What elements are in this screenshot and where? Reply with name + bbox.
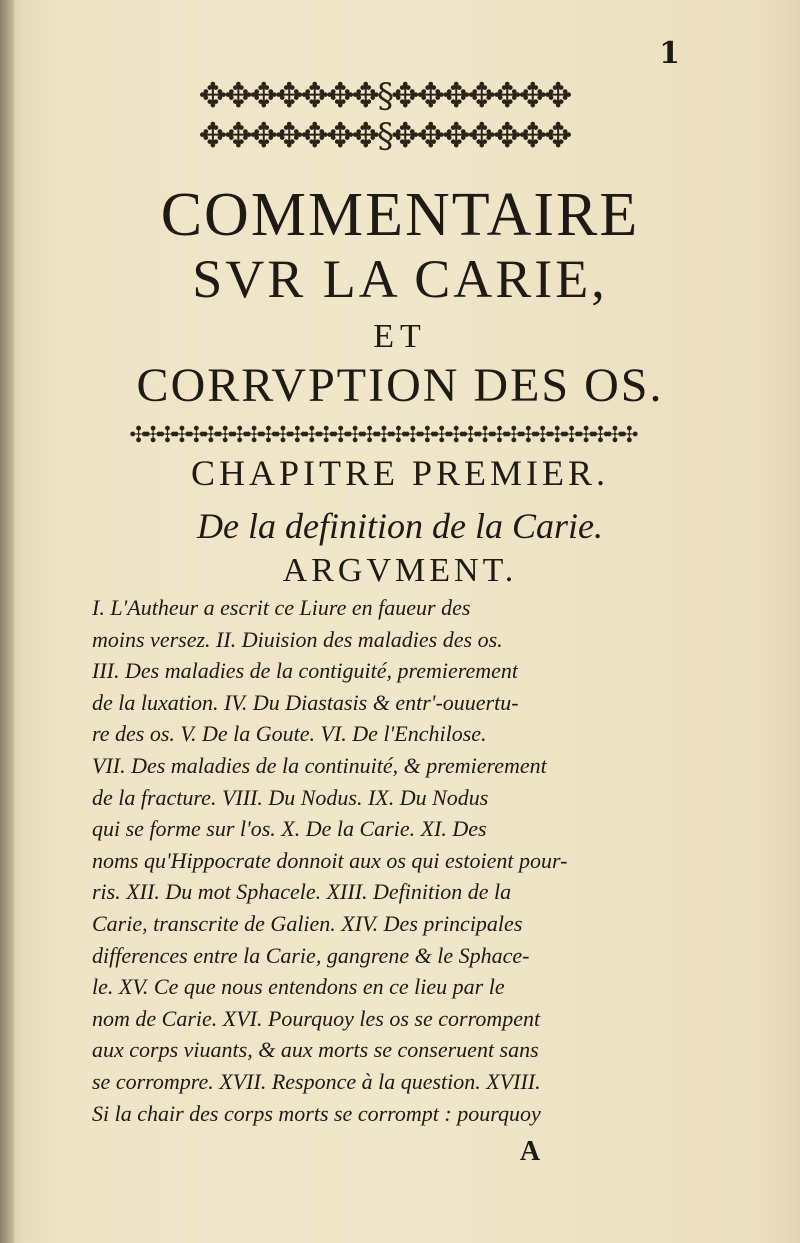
title-line-4: CORRVPTION DES OS. <box>136 359 664 412</box>
argument-line: differences entre la Carie, gangrene & le Sphace- <box>92 942 530 968</box>
signature-mark: A <box>519 1136 541 1167</box>
title-line-1: COMMENTAIRE <box>160 181 640 249</box>
argument-line: de la luxation. IV. Du Diastasis & entr'-ouuertu- <box>92 689 519 715</box>
chapter-subtitle: De la definition de la Carie. <box>197 506 603 546</box>
argument-line: Si la chair des corps morts se corrompt : pourquoy <box>92 1100 541 1126</box>
argument-heading: ARGVMENT. <box>282 552 518 589</box>
argument-line: de la fracture. VIII. Du Nodus. IX. Du Nodus <box>92 784 489 810</box>
ornament-band-top: ✥✥✥✥✥✥✥§✥✥✥✥✥✥✥ <box>198 78 570 114</box>
argument-line: VII. Des maladies de la continuité, & premierement <box>92 752 547 778</box>
page-number: 1 <box>659 36 680 71</box>
chapter-heading: CHAPITRE PREMIER. <box>190 453 610 493</box>
argument-line: se corrompre. XVII. Responce à la question. XVIII. <box>92 1068 541 1094</box>
title-line-2: SVR LA CARIE, <box>192 249 608 309</box>
argument-body <box>92 592 682 1129</box>
argument-line: I. L'Autheur a escrit ce Liure en faueur des <box>92 595 471 620</box>
ornament-band-second: ✥✥✥✥✥✥✥§✥✥✥✥✥✥✥ <box>198 118 570 154</box>
argument-line: qui se forme sur l'os. X. De la Carie. XI. Des <box>92 816 487 842</box>
argument-line: nom de Carie. XVI. Pourquoy les os se corrompent <box>92 1005 541 1031</box>
title-line-3: ET <box>373 318 427 355</box>
argument-line: III. Des maladies de la contiguité, premierement <box>92 658 519 684</box>
page-gutter-shadow <box>0 0 14 1243</box>
argument-line: aux corps viuants, & aux morts se conseruent sans <box>92 1037 539 1063</box>
argument-line: le. XV. Ce que nous entendons en ce lieu par le <box>92 974 505 1000</box>
argument-line: Carie, transcrite de Galien. XIV. Des principales <box>92 910 523 936</box>
argument-line: noms qu'Hippocrate donnoit aux os qui estoient pour- <box>92 847 568 873</box>
ornament-divider: ✣✣✣✣✣✣✣✣✣✣✣✣✣✣✣✣✣✣✣✣✣✣✣✣✣✣✣✣✣✣✣✣✣✣✣ <box>129 424 635 448</box>
argument-line: re des os. V. De la Goute. VI. De l'Enchilose. <box>92 721 487 747</box>
argument-line: moins versez. II. Diuision des maladies des os. <box>92 626 503 652</box>
argument-line: ris. XII. Du mot Sphacele. XIII. Definition de la <box>92 879 512 905</box>
